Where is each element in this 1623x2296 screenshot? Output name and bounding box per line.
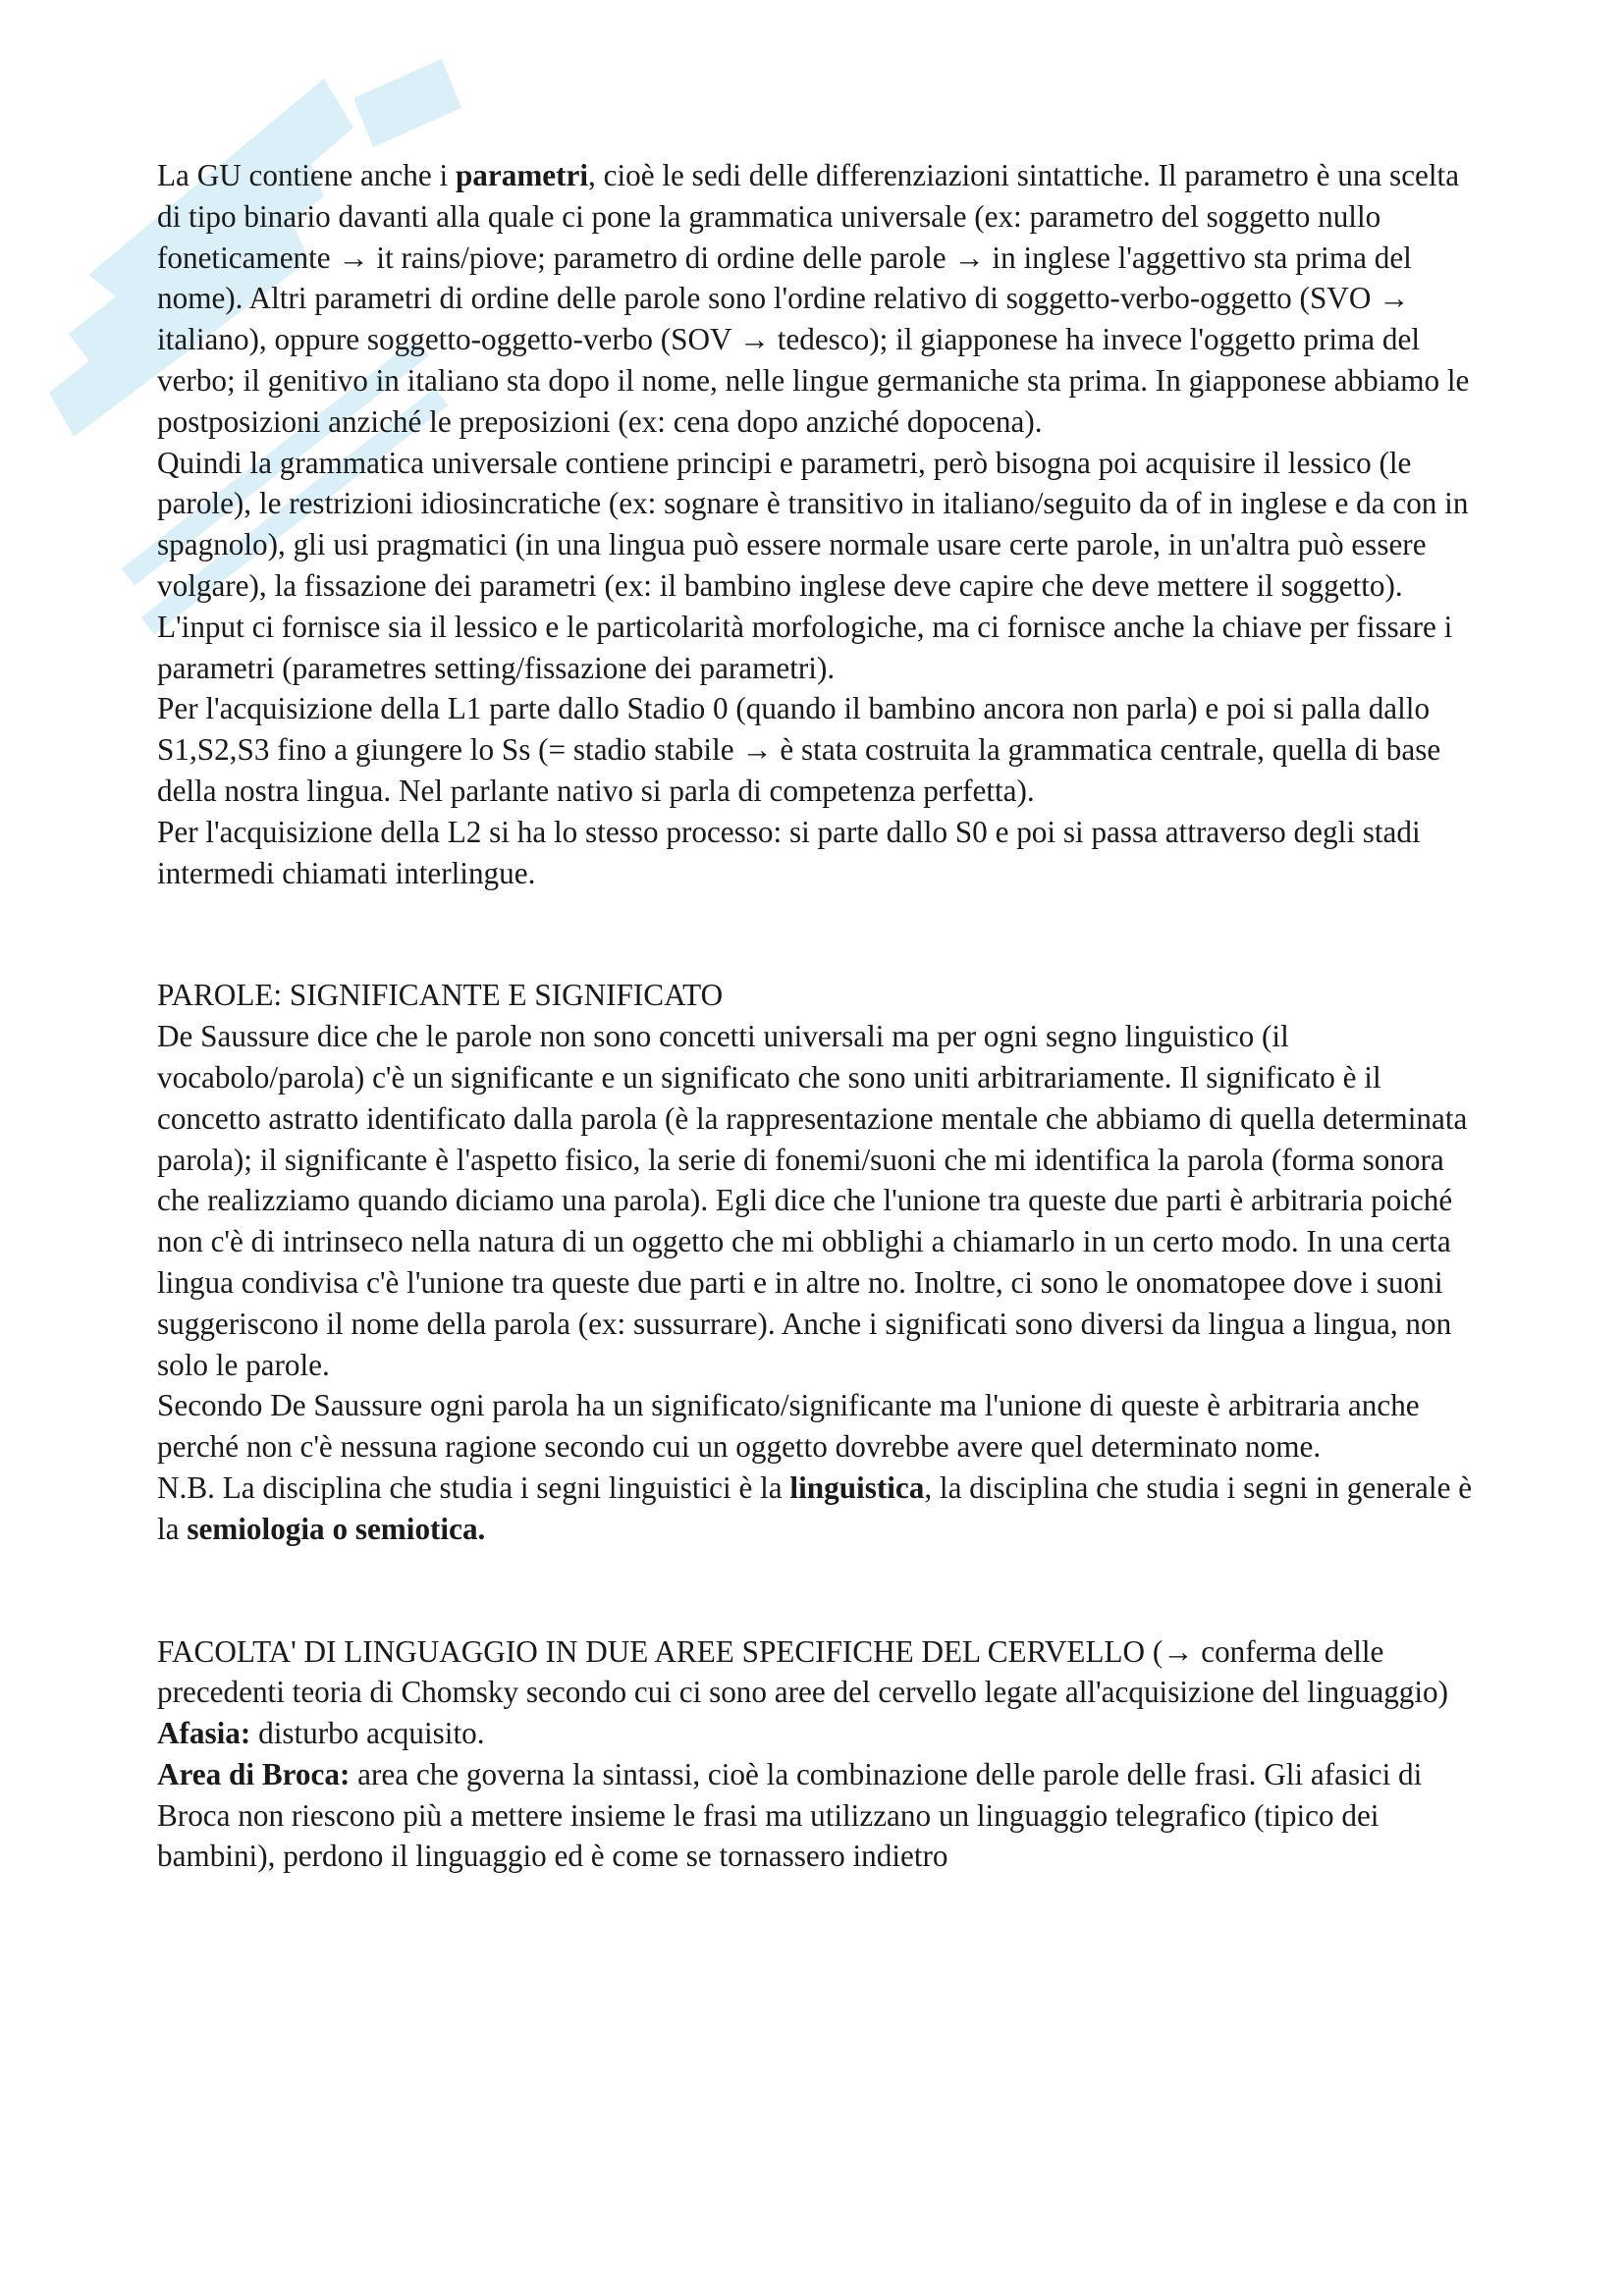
section-gap xyxy=(157,1550,1483,1631)
paragraph-parametri xyxy=(157,155,1483,443)
bold-term-semiologia: semiologia o semiotica. xyxy=(187,1511,486,1546)
paragraph-grammatica-universale: Quindi la grammatica universale contiene principi e parametri, però bisogna poi acquisire il lessico (le parole), le restrizioni idiosincratiche (ex: sognare è transitivo in italiano/seguito da of in inglese e da con in spagnolo), gli usi pragmatici (in una lingua può essere normale usare certe parole, in un'altra può essere volgare), la fissazione dei parametri (ex: il bambino inglese deve capire che deve mettere il soggetto). xyxy=(157,445,1469,603)
paragraph-area-broca xyxy=(157,1754,1483,1877)
section-gap xyxy=(157,893,1483,975)
document-page xyxy=(157,155,1483,1877)
text-run: disturbo acquisito. xyxy=(250,1716,485,1751)
section-heading-facolta-linguaggio: FACOLTA' DI LINGUAGGIO IN DUE AREE SPECIFICHE DEL CERVELLO (→ conferma delle precedenti teoria di Chomsky secondo cui ci sono aree del cervello legate all'acquisizione del linguaggio) xyxy=(157,1633,1449,1710)
paragraph-de-saussure: De Saussure dice che le parole non sono concetti universali ma per ogni segno linguistico (il vocabolo/parola) c'è un significante e un significato che sono uniti arbitrariamente. Il significato è il concetto astratto identificato dalla parola (è la rappresentazione mentale che abbiamo di quella determinata parola); il significante è l'aspetto fisico, la serie di fonemi/suoni che mi identifica la parola (forma sonora che realizziamo quando diciamo una parola). Egli dice che l'unione tra queste due parti è arbitraria poiché non c'è di intrinseco nella natura di un oggetto che mi obblighi a chiamarlo in un certo modo. In una certa lingua condivisa c'è l'unione tra queste due parti e in altre no. Inoltre, ci sono le onomatopee dove i suoni suggeriscono il nome della parola (ex: sussurrare). Anche i significati sono diversi da lingua a lingua, non solo le parole. xyxy=(157,1019,1468,1382)
paragraph-input: L'input ci fornisce sia il lessico e le particolarità morfologiche, ma ci fornisce anche la chiave per fissare i parametri (parametres setting/fissazione dei parametri). xyxy=(157,609,1453,685)
text-run: La GU contiene anche i xyxy=(157,158,456,192)
paragraph-acquisizione-l2: Per l'acquisizione della L2 si ha lo stesso processo: si parte dallo S0 e poi si passa attraverso degli stadi intermedi chiamati interlingue. xyxy=(157,814,1421,890)
section-heading-significante: PAROLE: SIGNIFICANTE E SIGNIFICATO xyxy=(157,978,724,1013)
text-run: area che governa la sintassi, cioè la combinazione delle parole delle frasi. Gli afasici di Broca non riescono più a mettere insieme le frasi ma utilizzano un linguaggio telegrafico (tipico dei bambini), perdono il linguaggio ed è come se tornassero indietro xyxy=(157,1756,1423,1874)
bold-term-parametri: parametri xyxy=(455,158,589,192)
paragraph-nb-linguistica xyxy=(157,1468,1483,1550)
paragraph-acquisizione-l1: Per l'acquisizione della L1 parte dallo Stadio 0 (quando il bambino ancora non parla) e poi si palla dallo S1,S2,S3 fino a giungere lo Ss (= stadio stabile → è stata costruita la grammatica centrale, quella di base della nostra lingua. Nel parlante nativo si parla di competenza perfetta). xyxy=(157,691,1441,808)
paragraph-arbitrarieta: Secondo De Saussure ogni parola ha un significato/significante ma l'unione di queste è arbitraria anche perché non c'è nessuna ragione secondo cui un oggetto dovrebbe avere quel determinato nome. xyxy=(157,1388,1420,1465)
bold-term-afasia: Afasia: xyxy=(157,1716,251,1751)
text-run: N.B. La disciplina che studia i segni linguistici è la xyxy=(157,1469,790,1505)
bold-term-linguistica: linguistica xyxy=(789,1469,925,1505)
paragraph-afasia xyxy=(157,1713,1483,1754)
text-run: , la disciplina che studia i segni in generale è la xyxy=(157,1469,1473,1546)
bold-term-area-broca: Area di Broca: xyxy=(157,1756,351,1791)
text-run: , cioè le sedi delle differenziazioni sintattiche. Il parametro è una scelta di tipo binario davanti alla quale ci pone la grammatica universale (ex: parametro del soggetto nullo foneticamente → it rains/piove; parametro di ordine delle parole → in inglese l'aggettivo sta prima del nome). Altri parametri di ordine delle parole sono l'ordine relativo di soggetto-verbo-oggetto (SVO → italiano), oppure soggetto-oggetto-verbo (SOV → tedesco); il giapponese ha invece l'oggetto prima del verbo; il genitivo in italiano sta dopo il nome, nelle lingue germaniche sta prima. In giapponese abbiamo le postposizioni anziché le preposizioni (ex: cena dopo anziché dopocena). xyxy=(157,158,1470,439)
